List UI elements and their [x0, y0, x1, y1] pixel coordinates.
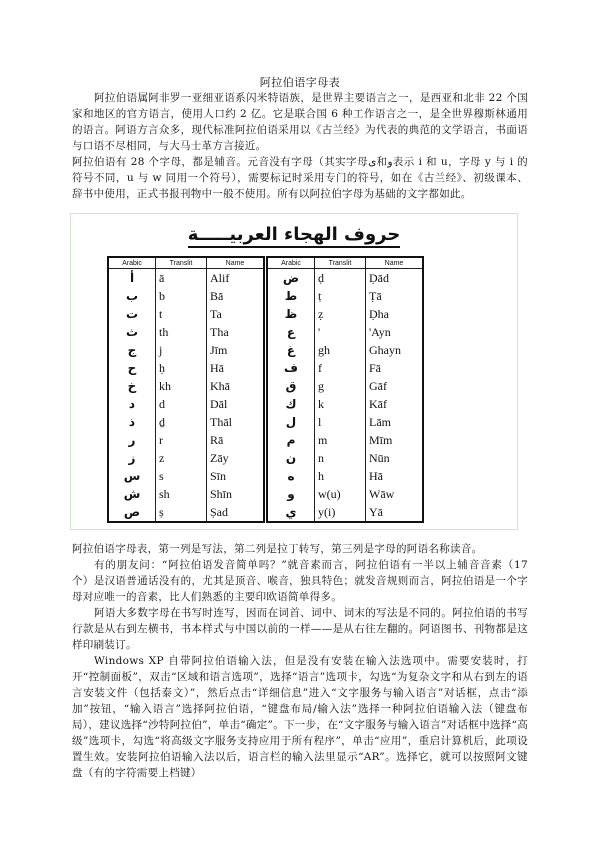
- arabic-letter: ظ: [267, 305, 315, 323]
- arabic-letter: ق: [267, 377, 315, 395]
- arabic-letter: د: [108, 395, 156, 413]
- transliteration: g: [315, 377, 366, 395]
- arabic-letter: ش: [108, 485, 156, 503]
- table-row: [108, 503, 264, 522]
- arabic-letter: ط: [267, 287, 315, 305]
- transliteration: h: [315, 467, 366, 485]
- letter-name: Yā: [366, 503, 424, 522]
- table-header-row: [108, 257, 264, 269]
- arabic-letter: م: [267, 431, 315, 449]
- transliteration: th: [156, 323, 207, 341]
- transliteration: t: [156, 305, 207, 323]
- arabic-letter: س: [108, 467, 156, 485]
- arabic-letter: ذ: [108, 413, 156, 431]
- letter-name: Lām: [366, 413, 424, 431]
- transliteration: b: [156, 287, 207, 305]
- page-title: 阿拉伯语字母表: [259, 76, 341, 89]
- table-row: [267, 287, 423, 305]
- paragraph: 阿拉伯语有 28 个字母，都是辅音。元音没有字母（其实字母ى和و表示 i 和 u，字母 y 与 i 的符号不同，u 与 w 同用一个符号），需要标记时采用专门的符号，如在《古兰经》、初级课本、辞书中使用，正式书报刊物中一般不使用。所有以阿拉伯字母为基础的文字都如此。: [72, 156, 528, 200]
- arabic-letter: ب: [108, 287, 156, 305]
- alphabet-table-right: [266, 256, 424, 523]
- transliteration: ṭ: [315, 287, 366, 305]
- arabic-letter: ه: [267, 467, 315, 485]
- letter-name: Dāl: [207, 395, 265, 413]
- letter-name: Wāw: [366, 485, 424, 503]
- transliteration: kh: [156, 377, 207, 395]
- arabic-letter: غ: [267, 341, 315, 359]
- arabic-letter: ح: [108, 359, 156, 377]
- transliteration: gh: [315, 341, 366, 359]
- letter-name: Shīn: [207, 485, 265, 503]
- table-row: [267, 449, 423, 467]
- letter-name: Kāf: [366, 395, 424, 413]
- transliteration: s: [156, 467, 207, 485]
- table-row: [108, 377, 264, 395]
- arabic-letter: ص: [108, 503, 156, 522]
- figure-heading: [71, 224, 517, 245]
- transliteration: sh: [156, 485, 207, 503]
- transliteration: ḥ: [156, 359, 207, 377]
- letter-name: Sīn: [207, 467, 265, 485]
- table-row: [267, 503, 423, 522]
- transliteration: ': [315, 323, 366, 341]
- transliteration: ẓ: [315, 305, 366, 323]
- table-row: [108, 305, 264, 323]
- transliteration: f: [315, 359, 366, 377]
- letter-name: Tha: [207, 323, 265, 341]
- table-row: [108, 485, 264, 503]
- table-row: [267, 467, 423, 485]
- letter-name: Jīm: [207, 341, 265, 359]
- transliteration: y(i): [315, 503, 366, 522]
- transliteration: m: [315, 431, 366, 449]
- column-header: Translit: [156, 257, 207, 269]
- letter-name: Gāf: [366, 377, 424, 395]
- arabic-letter: ك: [267, 395, 315, 413]
- letter-name: Nūn: [366, 449, 424, 467]
- table-row: [267, 323, 423, 341]
- table-row: [108, 449, 264, 467]
- column-header: Translit: [315, 257, 366, 269]
- table-row: [267, 269, 423, 288]
- table-row: [267, 305, 423, 323]
- table-row: [108, 413, 264, 431]
- letter-name: Ḍād: [366, 269, 424, 288]
- table-header-row: [267, 257, 423, 269]
- transliteration: j: [156, 341, 207, 359]
- letter-name: Fā: [366, 359, 424, 377]
- arabic-letter: ض: [267, 269, 315, 288]
- paragraph: Windows XP 自带阿拉伯语输入法，但是没有安装在输入法选项中。需要安装时，打开“控制面板”，双击“区域和语言选项”，选择“语言”选项卡，勾选“为复杂文字和从右到左的语言安装文件（包括泰文）”，然后点击“详细信息”进入“文字服务与输入语言”对话框，点击“添加”按钮，“输入语言”选择阿拉伯语，“键盘布局/输入法”选择一种阿拉伯语输入法（键盘布局），建议选择“沙特阿拉伯”，单击“确定”。下一步，在“文字服务与输入语言”对话框中选择“高级”选项卡，勾选“将高级文字服务支持应用于所有程序”，单击“应用”，重启计算机后，此项设置生效。安装阿拉伯语输入法以后，语言栏的输入法里显示“AR”。选择它，就可以按照阿文键盘（有的字符需要上档键）: [72, 655, 528, 779]
- table-row: [108, 431, 264, 449]
- arabic-letter: ز: [108, 449, 156, 467]
- letter-name: Ṣad: [207, 503, 265, 522]
- alphabet-table-left: [107, 256, 265, 523]
- column-header: Arabic: [108, 257, 156, 269]
- body-text: [72, 541, 528, 781]
- transliteration: z: [156, 449, 207, 467]
- transliteration: ḏ: [156, 413, 207, 431]
- arabic-letter: ف: [267, 359, 315, 377]
- table-row: [108, 359, 264, 377]
- letter-name: Mīm: [366, 431, 424, 449]
- intro-text: [72, 90, 528, 202]
- letter-name: Rā: [207, 431, 265, 449]
- transliteration: ḍ: [315, 269, 366, 288]
- transliteration: d: [156, 395, 207, 413]
- alphabet-figure: [70, 213, 518, 530]
- arabic-letter: و: [267, 485, 315, 503]
- arabic-letter: ث: [108, 323, 156, 341]
- arabic-letter: ت: [108, 305, 156, 323]
- letter-name: Alif: [207, 269, 265, 288]
- table-row: [108, 467, 264, 485]
- arabic-letter: أ: [108, 269, 156, 288]
- table-row: [267, 395, 423, 413]
- arabic-letter: ي: [267, 503, 315, 522]
- arabic-letter: ن: [267, 449, 315, 467]
- letter-name: 'Ayn: [366, 323, 424, 341]
- letter-name: Khā: [207, 377, 265, 395]
- transliteration: ā: [156, 269, 207, 288]
- letter-name: Ta: [207, 305, 265, 323]
- letter-name: Thāl: [207, 413, 265, 431]
- letter-name: Zāy: [207, 449, 265, 467]
- table-row: [108, 395, 264, 413]
- arabic-letter: خ: [108, 377, 156, 395]
- paragraph: 阿拉伯语字母表，第一列是写法，第二列是拉丁转写，第三列是字母的阿语名称读音。: [72, 543, 483, 555]
- arabic-letter: ر: [108, 431, 156, 449]
- paragraph: 阿语大多数字母在书写时连写，因而在词首、词中、词末的写法是不同的。阿拉伯语的书写行款是从右到左横书，书本样式与中国以前的一样——是从右往左翻的。阿语图书、刊物都是这样印刷装订。: [72, 607, 528, 651]
- arabic-letter: ج: [108, 341, 156, 359]
- table-gap: [257, 256, 266, 522]
- table-row: [108, 341, 264, 359]
- table-row: [267, 377, 423, 395]
- arabic-letter: ع: [267, 323, 315, 341]
- letter-name: Ḍha: [366, 305, 424, 323]
- table-row: [267, 431, 423, 449]
- letter-name: Ṭā: [366, 287, 424, 305]
- transliteration: n: [315, 449, 366, 467]
- letter-name: Ghayn: [366, 341, 424, 359]
- column-header: Name: [207, 257, 265, 269]
- transliteration: w(u): [315, 485, 366, 503]
- paragraph: 有的朋友问：“阿拉伯语发音简单吗？”就音素而言，阿拉伯语有一半以上辅音音素（17 个）是汉语普通话没有的，尤其是顶音、喉音，独具特色；就发音规则而言，阿拉伯语是一个字母对应唯一的音素，比人们熟悉的主要印欧语简单得多。: [72, 559, 528, 603]
- table-row: [108, 287, 264, 305]
- letter-name: Bā: [207, 287, 265, 305]
- letter-name: Hā: [366, 467, 424, 485]
- table-row: [267, 341, 423, 359]
- paragraph: 阿拉伯语属阿非罗一亚细亚语系闪米特语族，是世界主要语言之一，是西亚和北非 22 个国家和地区的官方语言，使用人口约 2 亿。它是联合国 6 种工作语言之一，是全世界穆斯林通用的语言。阿语方言众多，现代标准阿拉伯语采用以《古兰经》为代表的典范的文学语言，书面语与口语不尽相同，与大马士革方言接近。: [72, 92, 528, 152]
- column-header: Arabic: [267, 257, 315, 269]
- table-row: [108, 323, 264, 341]
- transliteration: r: [156, 431, 207, 449]
- table-row: [267, 485, 423, 503]
- transliteration: ṣ: [156, 503, 207, 522]
- table-row: [108, 269, 264, 288]
- figure-heading-text: حروف الهجاء العربيـــــة: [188, 224, 401, 248]
- table-row: [267, 359, 423, 377]
- transliteration: k: [315, 395, 366, 413]
- letter-name: Hā: [207, 359, 265, 377]
- arabic-letter: ل: [267, 413, 315, 431]
- transliteration: l: [315, 413, 366, 431]
- table-row: [267, 413, 423, 431]
- column-header: Name: [366, 257, 424, 269]
